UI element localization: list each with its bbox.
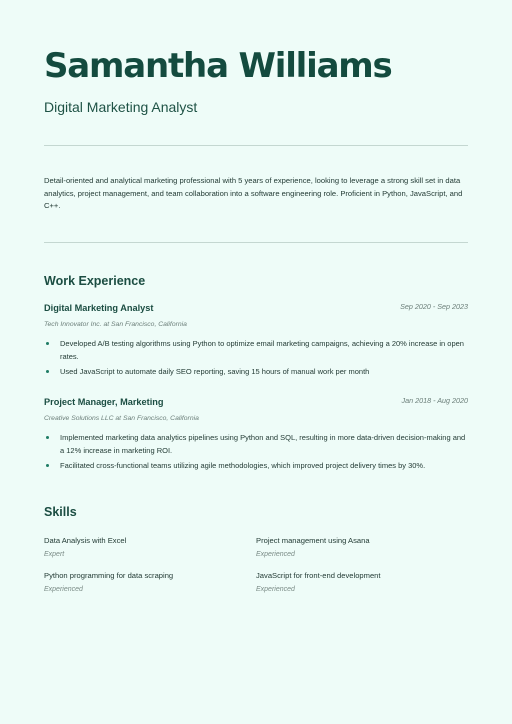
job-company: Creative Solutions LLC at San Francisco, California <box>44 415 199 422</box>
job-company: Tech Innovator Inc. at San Francisco, California <box>44 321 187 328</box>
skill-name: JavaScript for front-end development <box>256 571 381 580</box>
job-title: Project Manager, Marketing <box>44 397 164 407</box>
skill-item <box>44 570 254 595</box>
skill-level: Experienced <box>256 551 295 558</box>
skill-level: Experienced <box>256 586 295 593</box>
work-experience-heading: Work Experience <box>44 274 146 288</box>
job-dates: Jan 2018 - Aug 2020 <box>401 396 468 405</box>
bullet-dot-icon <box>46 370 49 373</box>
skill-name: Project management using Asana <box>256 536 370 545</box>
skill-name: Data Analysis with Excel <box>44 536 127 545</box>
job-bullet-list <box>44 431 468 474</box>
job-bullet <box>44 365 468 378</box>
job-dates: Sep 2020 - Sep 2023 <box>400 302 468 311</box>
skill-item <box>256 570 466 595</box>
skill-item <box>44 535 254 560</box>
summary-text: Detail-oriented and analytical marketing professional with 5 years of experience, looking to leverage a strong skill set in data analytics, project management, and team collaboration into a software engineering role. Proficient in Python, JavaScript, and C++. <box>44 176 463 211</box>
skill-level: Expert <box>44 551 65 558</box>
header-divider <box>44 145 468 146</box>
skill-item <box>256 535 466 560</box>
candidate-name: Samantha Williams <box>44 46 392 86</box>
job-bullet <box>44 431 468 458</box>
job-title: Digital Marketing Analyst <box>44 303 154 313</box>
job-bullet <box>44 459 468 472</box>
job-bullet-text: Facilitated cross-functional teams utilizing agile methodologies, which improved project delivery times by 30%. <box>60 461 426 471</box>
job-bullet-text: Used JavaScript to automate daily SEO reporting, saving 15 hours of manual work per month <box>60 367 370 377</box>
skill-name: Python programming for data scraping <box>44 571 174 580</box>
skill-level: Experienced <box>44 586 83 593</box>
summary-divider <box>44 242 468 243</box>
job-bullet-text: Developed A/B testing algorithms using Python to optimize email marketing campaigns, achieving a 20% increase in open rates. <box>60 339 464 362</box>
skills-heading: Skills <box>44 505 77 519</box>
bullet-dot-icon <box>46 436 49 439</box>
job-bullet <box>44 337 468 364</box>
job-bullet-list <box>44 337 468 380</box>
bullet-dot-icon <box>46 342 49 345</box>
job-bullet-text: Implemented marketing data analytics pipelines using Python and SQL, resulting in more data-driven decision-making and a 12% increase in marketing ROI. <box>60 433 466 456</box>
bullet-dot-icon <box>46 464 49 467</box>
candidate-role: Digital Marketing Analyst <box>44 99 198 115</box>
